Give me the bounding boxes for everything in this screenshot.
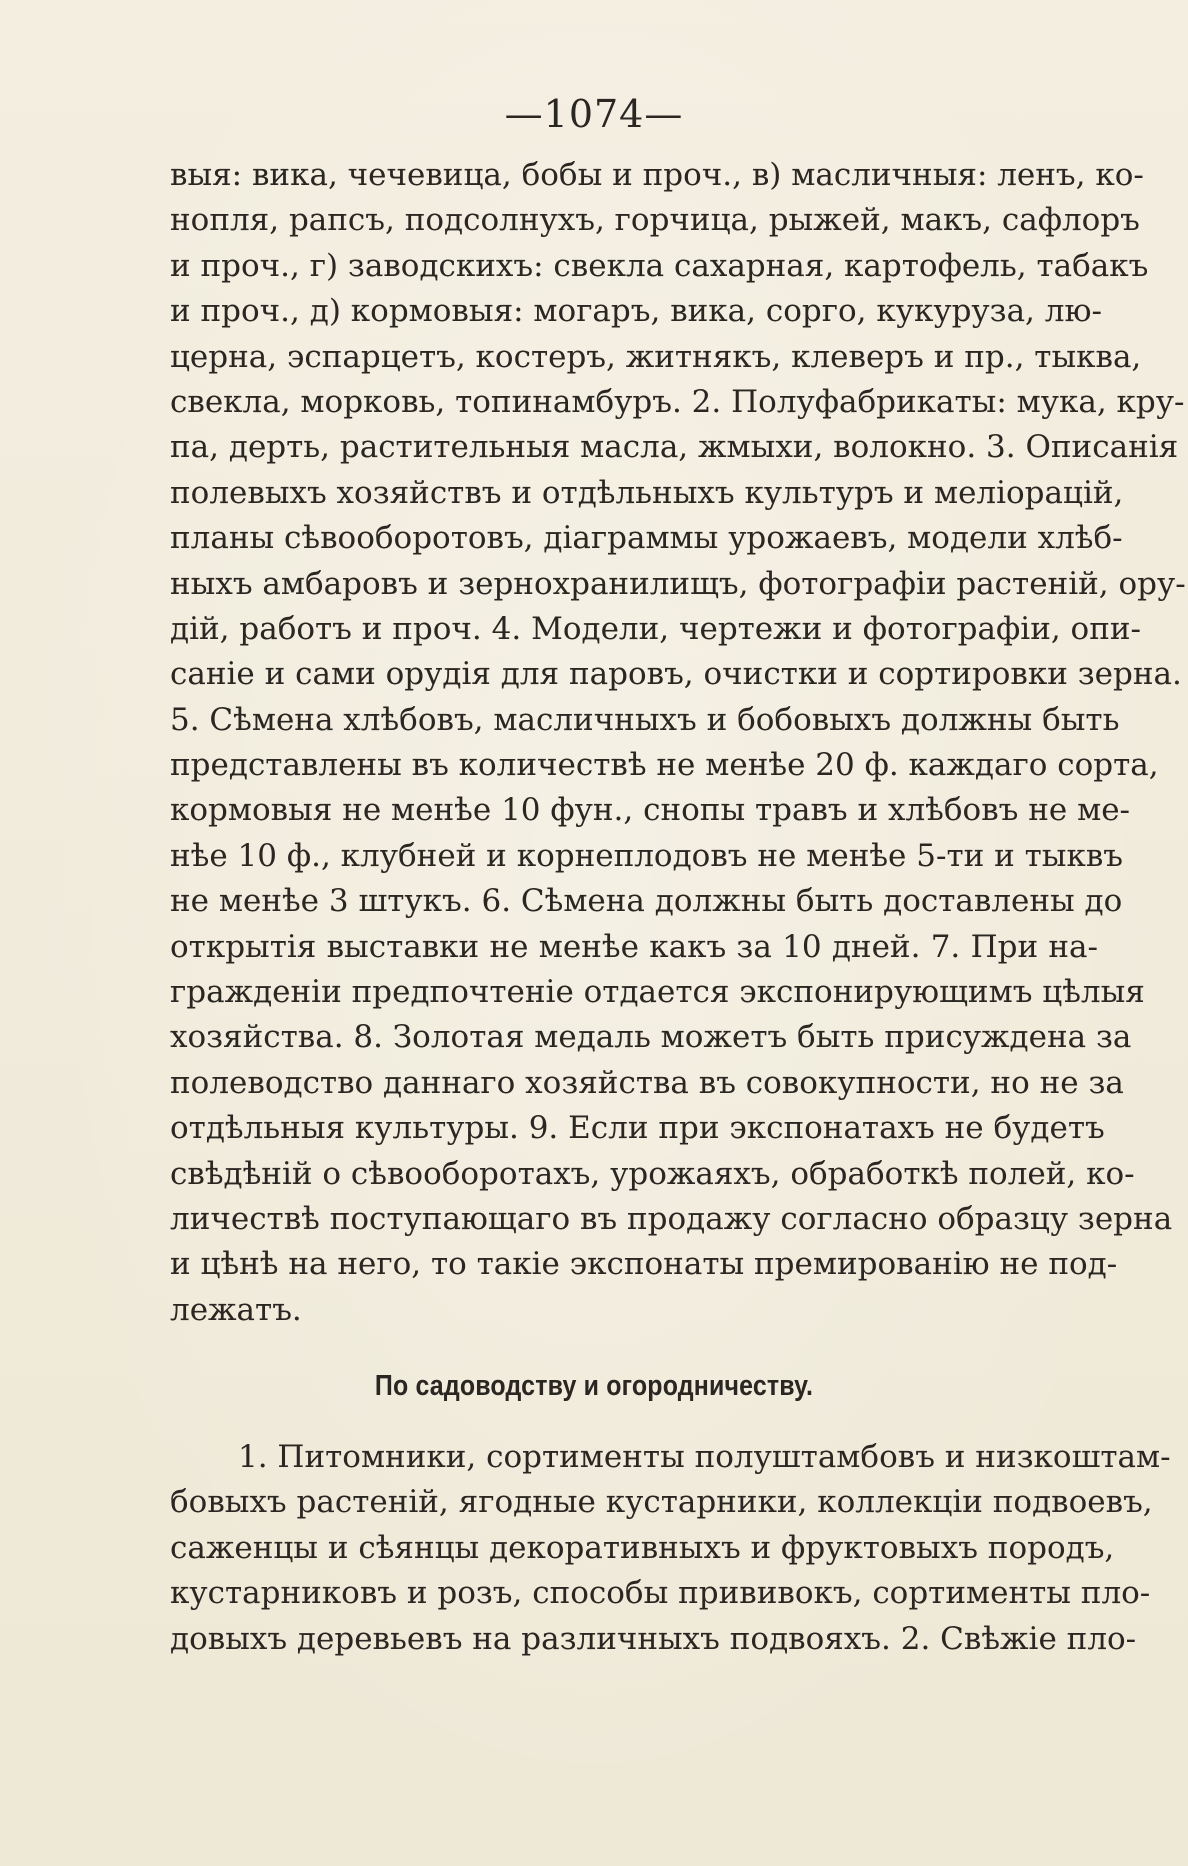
text-line: открытiя выставки не менѣе какъ за 10 дней. 7. При на- — [170, 928, 1098, 965]
text-line: дiй, работъ и проч. 4. Модели, чертежи и фотографiи, опи- — [170, 610, 1142, 647]
text-line: и проч., д) кормовыя: могаръ, вика, сорго, кукуруза, лю- — [170, 293, 1102, 330]
text-line: па, дерть, растительныя масла, жмыхи, волокно. 3. Описанія — [170, 429, 1179, 466]
text-line: полевыхъ хозяйствъ и отдѣльныхъ культуръ и мелioрацiй, — [170, 474, 1124, 511]
paragraph-2 — [170, 1435, 1171, 1662]
text-line: 1. Питомники, сортименты полуштамбовъ и низкоштам- — [238, 1439, 1171, 1475]
text-line: санiе и сами орудiя для паровъ, очистки и сортировки зерна. — [170, 656, 1182, 693]
paragraph-1 — [170, 153, 1186, 1333]
text-line: и цѣнѣ на него, то такiе экспонаты премированiю не под- — [170, 1246, 1118, 1283]
section-heading: По садоводству и огородничеству. — [374, 1370, 814, 1402]
text-line: отдѣльныя культуры. 9. Если при экспонатахъ не будетъ — [170, 1110, 1105, 1147]
text-line: ныхъ амбаровъ и зернохранилищъ, фотографiи растенiй, ору- — [170, 565, 1186, 602]
text-line: церна, эспарцетъ, костеръ, житнякъ, клеверъ и пр., тыква, — [170, 338, 1142, 375]
text-line: гражденiи предпочтенiе отдается экспонирующимъ цѣлыя — [170, 974, 1145, 1011]
text-line: кустарниковъ и розъ, способы прививокъ, сортименты пло- — [170, 1575, 1151, 1612]
text-line: 5. Сѣмена хлѣбовъ, масличныхъ и бобовыхъ должны быть — [170, 701, 1120, 738]
text-line: хозяйства. 8. Золотая медаль можетъ быть присуждена за — [170, 1019, 1132, 1056]
text-line: лежатъ. — [170, 1291, 302, 1328]
text-line: полеводство даннаго хозяйства въ совокупности, но не за — [170, 1064, 1124, 1101]
text-line: довыхъ деревьевъ на различныхъ подвояхъ. 2. Свѣжiе пло- — [170, 1620, 1137, 1657]
text-line: представлены въ количествѣ не менѣе 20 ф. каждаго сорта, — [170, 747, 1159, 784]
text-line: бовыхъ растенiй, ягодные кустарники, коллекцiи подвоевъ, — [170, 1484, 1153, 1521]
text-line: личествѣ поступающаго въ продажу согласно образцу зерна — [170, 1200, 1173, 1237]
text-line: выя: вика, чечевица, бобы и проч., в) масличныя: ленъ, ко- — [170, 157, 1144, 193]
text-line: планы сѣвооборотовъ, дiаграммы урожаевъ, модели хлѣб- — [170, 520, 1123, 557]
text-line: и проч., г) заводскихъ: свекла сахарная, картофель, табакъ — [170, 247, 1149, 284]
text-line: нѣе 10 ф., клубней и корнеплодовъ не менѣе 5-ти и тыквъ — [170, 837, 1124, 874]
text-line: свекла, морковь, топинамбуръ. 2. Полуфабрикаты: мука, кру- — [170, 383, 1185, 420]
text-line: не менѣе 3 штукъ. 6. Сѣмена должны быть доставлены до — [170, 883, 1123, 920]
text-line: нопля, рапсъ, подсолнухъ, горчица, рыжей, макъ, сафлоръ — [170, 202, 1140, 239]
page-number: —1074— — [504, 92, 684, 136]
text-line: кормовыя не менѣе 10 фун., снопы травъ и хлѣбовъ не ме- — [170, 792, 1131, 829]
text-line: свѣдѣнiй о сѣвооборотахъ, урожаяхъ, обработкѣ полей, ко- — [170, 1155, 1135, 1192]
text-line: саженцы и сѣянцы декоративныхъ и фруктовыхъ породъ, — [170, 1529, 1115, 1566]
